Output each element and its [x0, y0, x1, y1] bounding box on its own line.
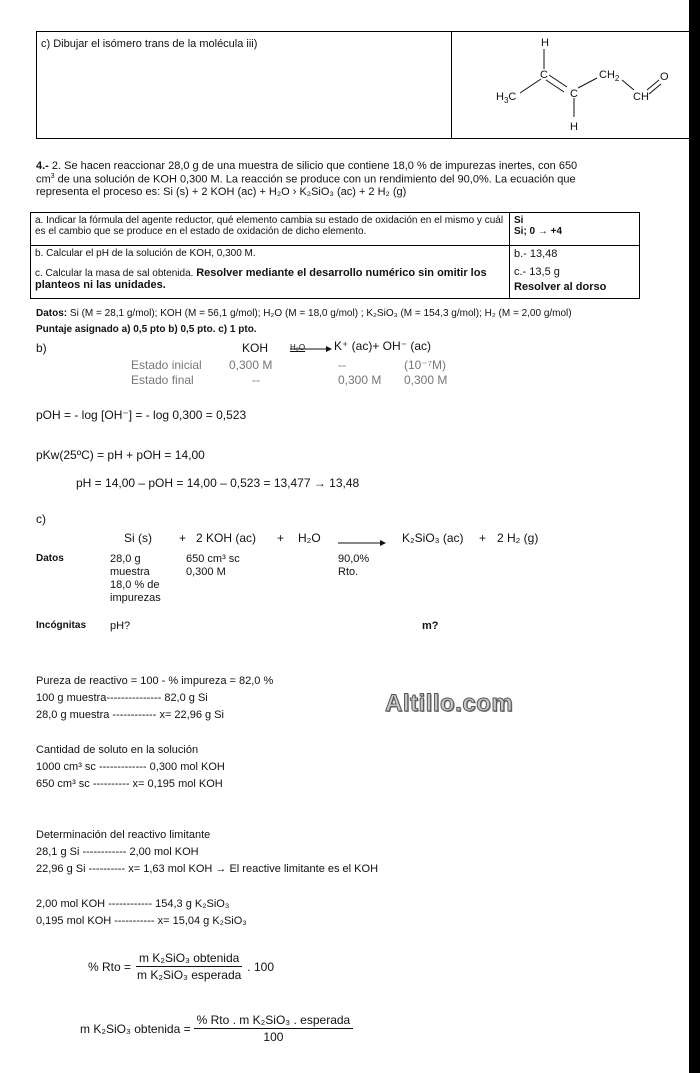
answers-b-c: b.- 13,48 c.- 13,5 g Resolver al dorso: [510, 246, 640, 299]
ph-line: pH = 14,00 – pOH = 14,00 – 0,523 = 13,477 → 13,48: [76, 476, 360, 490]
question-c-table: [36, 31, 690, 139]
c-datos-solucion: 650 cm³ sc 0,300 M: [186, 553, 240, 578]
ch-label: CH: [633, 91, 649, 103]
pureza-block: Pureza de reactivo = 100 - % impureza = 82,0 % 100 g muestra--------------- 82,0 g Si 28,0 g muestra ------------ x= 22,96 g Si: [36, 675, 274, 721]
h3c-label: $H_3C$: [496, 91, 517, 105]
question-c-iii: c) Dibujar el isómero trans de la molécula iii): [37, 32, 452, 139]
molecule-cell: [452, 32, 690, 139]
b-arrow-h2o: H₂O: [290, 343, 306, 352]
c-p-k2sio3: K₂SiO₃ (ac): [402, 531, 464, 545]
c-datos-muestra: 28,0 g muestra 18,0 % de impurezas: [110, 553, 161, 604]
b-ei-k: --: [338, 358, 346, 372]
b-products: K⁺ (ac)+ OH⁻ (ac): [334, 339, 432, 353]
formula-masa-obtenida: m K₂SiO₃ obtenida = $\frac{\text{\% Rto . m K₂SiO₃ . esperada}}{100}$: [80, 1013, 356, 1044]
b-ef-k: 0,300 M: [338, 373, 382, 387]
ch2-label: $CH_2$: [599, 69, 620, 83]
formula-rendimiento: % Rto = $\frac{\text{m K₂SiO₃ obtenida}}{\text{m K₂SiO₃ esperada}}$ . 100: [88, 951, 274, 982]
b-ei-label: Estado inicial: [131, 358, 202, 372]
b-ef-koh: --: [252, 373, 260, 387]
question-b-c: b. Calcular el pH de la solución de KOH, 0,300 M. c. Calcular la masa de sal obtenida. Resolver mediante el desarrollo numérico sin omitir los planteos ni las unidades.: [31, 246, 510, 299]
poh-line: pOH = - log [OH⁻] = - log 0,300 = 0,523: [36, 408, 247, 422]
c-r-h2o: H₂O: [298, 531, 321, 545]
soluto-block: Cantidad de soluto en la solución 1000 cm³ sc ------------- 0,300 mol KOH 650 cm³ sc ---------- x= 0,195 mol KOH: [36, 744, 225, 790]
c-incognita-ph: pH?: [110, 620, 131, 632]
b-ef-label: Estado final: [131, 373, 194, 387]
b-ei-oh: (10⁻⁷M): [404, 358, 447, 372]
answer-a: Si Si; 0 → +4: [510, 213, 640, 246]
h-bottom-label: H: [570, 121, 578, 133]
c-incognita-m: m?: [422, 620, 439, 632]
o-label: O: [660, 71, 669, 83]
c-plus-1: +: [179, 531, 187, 545]
b-koh: KOH: [242, 341, 269, 355]
c1-label: C: [540, 69, 548, 81]
c-label: c): [36, 512, 46, 526]
c-r-koh: 2 KOH (ac): [196, 531, 257, 545]
c-reaction-arrow: [338, 539, 386, 547]
b-ei-koh: 0,300 M: [229, 358, 273, 372]
h-top-label: H: [541, 37, 549, 49]
q4-line1: 4.- 2. Se hacen reaccionar 28,0 g de una muestra de silicio que contiene 18,0 % de impurezas inertes, con 650: [36, 160, 578, 172]
b-label: b): [36, 341, 47, 355]
masa-block: 2,00 mol KOH ------------ 154,3 g K₂SiO₃ 0,195 mol KOH ----------- x= 15,04 g K₂SiO₃: [36, 898, 247, 927]
puntaje-line: Puntaje asignado a) 0,5 pto b) 0,5 pto. c) 1 pto.: [36, 324, 257, 335]
question-a: a. Indicar la fórmula del agente reductor, qué elemento cambia su estado de oxidación en el mismo y cuál es el cambio que se produce en el estado de oxidación de dicho elemento.: [31, 213, 510, 246]
limitante-block: Determinación del reactivo limitante 28,1 g Si ------------ 2,00 mol KOH 22,96 g Si ---------- x= 1,63 mol KOH → El reactive limitante es el KOH: [36, 829, 379, 875]
c-incognitas-label: Incógnitas: [36, 620, 87, 631]
c-plus-2: +: [277, 531, 285, 545]
questions-table: [30, 212, 640, 299]
c2-label: C: [570, 88, 578, 100]
c-datos-label: Datos: [36, 553, 64, 564]
b-reaction-arrow: [290, 345, 332, 353]
trans-isomer-structure: [452, 32, 692, 136]
watermark-logo: Altillo.com: [385, 690, 514, 717]
c-plus-3: +: [479, 531, 487, 545]
page-edge-bar: [689, 0, 700, 1073]
datos-line: Datos: Si (M = 28,1 g/mol); KOH (M = 56,1 g/mol); H₂O (M = 18,0 g/mol) ; K₂SiO₃ (M = 154,3 g/mol); H₂ (M = 2,00 g/mol): [36, 308, 572, 319]
c-p-h2: 2 H₂ (g): [497, 531, 539, 545]
c-r-si: Si (s): [124, 531, 152, 545]
c-datos-rendimiento: 90,0% Rto.: [338, 553, 370, 578]
pkw-line: pKw(25ºC) = pH + pOH = 14,00: [36, 448, 205, 462]
q4-line2: $cm^3$ de una solución de KOH 0,300 M. La reacción se produce con un rendimiento del 90,0%. La ecuación que: [36, 173, 576, 186]
q4-line3: representa el proceso es: Si (s) + 2 KOH (ac) + H₂O › K₂SiO₃ (ac) + 2 H₂ (g): [36, 186, 407, 198]
b-ef-oh: 0,300 M: [404, 373, 448, 387]
